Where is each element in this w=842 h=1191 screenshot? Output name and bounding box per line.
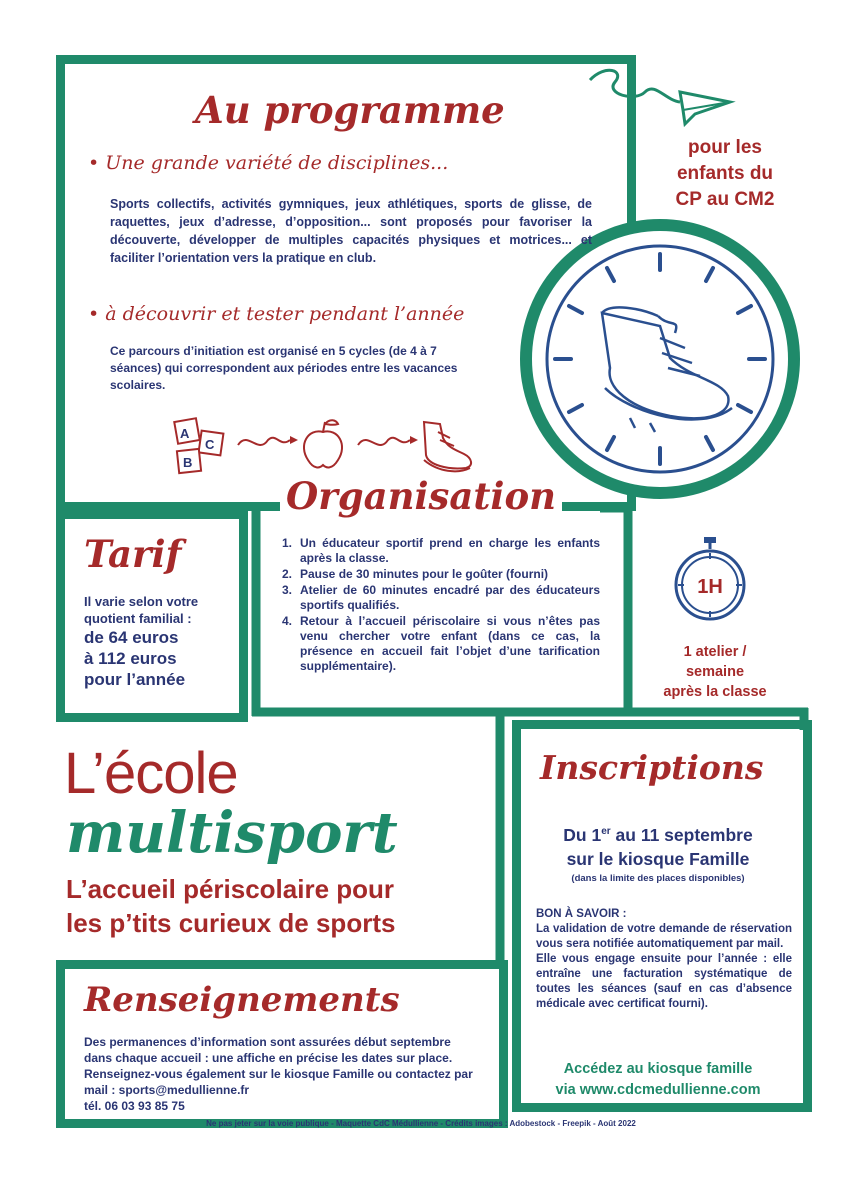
atelier-line3: après la classe	[663, 684, 767, 700]
block-letter-c: C	[205, 437, 215, 452]
apple-icon	[304, 420, 342, 467]
tarif-price	[84, 627, 234, 690]
atelier-text	[640, 642, 790, 702]
kiosque-link-line2[interactable]: via www.cdcmedullienne.com	[555, 1082, 761, 1098]
list-item-text: Pause de 30 minutes pour le goûter (fourni)	[300, 567, 549, 581]
tarif-price-line1: de 64 euros	[84, 628, 179, 647]
list-item	[282, 536, 600, 566]
multisport-title: multisport	[66, 800, 398, 866]
footer-credits: Ne pas jeter sur la voie publique - Maquette CdC Médullienne - Crédits images : Adobestock - Freepik - Août 2022	[206, 1119, 636, 1128]
age-range-line1: pour les	[688, 137, 762, 158]
date-sup: er	[601, 826, 611, 837]
list-item-text: Retour à l’accueil périscolaire si vous n’êtes pas venu chercher votre enfant (dans ce cas, la présence en accueil fait l’objet d’une tarification supplémentaire).	[300, 614, 600, 673]
tarif-price-line2: à 112 euros	[84, 649, 177, 668]
bon-a-savoir	[536, 907, 792, 1012]
ecole-tagline	[66, 872, 486, 940]
timer-label: 1H	[697, 576, 723, 598]
progression-illustration	[168, 410, 478, 482]
inscriptions-dates	[522, 820, 794, 871]
list-item	[282, 567, 600, 582]
block-letter-b: B	[183, 455, 193, 470]
age-range-line2: enfants du	[676, 163, 774, 184]
list-item	[282, 614, 600, 674]
programme-bullet-disciplines: • Une grande variété de disciplines...	[88, 152, 449, 174]
renseignements-phone: tél. 06 03 93 85 75	[84, 1099, 185, 1113]
list-item-number: 4.	[282, 614, 293, 628]
list-item-number: 3.	[282, 583, 293, 597]
tarif-intro	[84, 593, 234, 627]
stopwatch-icon	[666, 535, 754, 623]
inscriptions-title: Inscriptions	[540, 748, 764, 787]
tarif-intro-line1: Il varie selon votre	[84, 594, 199, 609]
bon-a-savoir-text1: La validation de votre demande de réservation vous sera notifiée automatiquement par mail.	[536, 923, 792, 950]
programme-paragraph-parcours: Ce parcours d’initiation est organisé en 5 cycles (de 4 à 7 séances) qui correspondent aux périodes entre les vacances scolaires.	[110, 344, 458, 392]
renseignements-paragraph: Des permanences d’information sont assurées début septembre dans chaque accueil : une affiche en précise les dates sur place. Renseignez-vous également sur le kiosque Famille ou contactez par mail : sports@medullienne.fr	[84, 1035, 473, 1097]
list-item-number: 2.	[282, 567, 293, 581]
list-item	[282, 583, 600, 613]
ecole-tagline-line1: L’accueil périscolaire pour	[66, 874, 395, 904]
ecole-title: L’école	[64, 741, 238, 806]
renseignements-text	[84, 1034, 476, 1114]
date-prefix: Du 1	[563, 824, 602, 845]
programme-paragraph-disciplines: Sports collectifs, activités gymniques, jeux athlétiques, sports de glisse, de raquettes, jeux d’adresse, d’opposition... sont proposés pour favoriser la découverte, développer de multiples capacités physiques et motrices... et faciliter l’orientation vers la pratique en club.	[110, 197, 592, 265]
atelier-line1: 1 atelier /	[683, 644, 747, 660]
age-range-line3: CP au CM2	[675, 189, 775, 210]
paper-plane-icon	[585, 62, 745, 132]
tarif-intro-line2: quotient familial :	[84, 611, 192, 626]
organisation-title: Organisation	[280, 474, 562, 518]
bon-a-savoir-title: BON À SAVOIR :	[536, 908, 627, 920]
atelier-line2: semaine	[685, 664, 745, 680]
programme-bullet-decouvrir: • à découvrir et tester pendant l’année	[88, 303, 465, 325]
date-suffix: au 11 septembre	[610, 824, 753, 845]
list-item-text: Un éducateur sportif prend en charge les enfants après la classe.	[300, 536, 600, 565]
inscriptions-date-line	[522, 820, 794, 847]
arrow-icon-2	[358, 438, 410, 445]
tarif-title: Tarif	[84, 532, 182, 576]
kiosque-link[interactable]	[522, 1059, 794, 1101]
ecole-tagline-line2: les p’tits curieux de sports	[66, 908, 396, 938]
kiosque-link-line1: Accédez au kiosque famille	[563, 1061, 753, 1077]
renseignements-title: Renseignements	[84, 980, 400, 1020]
arrow-icon	[238, 438, 290, 445]
inscriptions-kiosque-line: sur le kiosque Famille	[566, 848, 750, 869]
organisation-list	[282, 536, 600, 675]
age-range-text	[640, 135, 810, 213]
list-item-number: 1.	[282, 536, 293, 550]
list-item-text: Atelier de 60 minutes encadré par des éducateurs sportifs qualifiés.	[300, 583, 600, 612]
inscriptions-limite: (dans la limite des places disponibles)	[571, 873, 745, 884]
block-letter-a: A	[180, 426, 190, 441]
bon-a-savoir-text2: Elle vous engage ensuite pour l’année : elle entraîne une facturation systématique de toutes les séances (sauf en cas d’absence médicale avec certificat fourni).	[536, 953, 792, 1010]
programme-title: Au programme	[195, 88, 505, 132]
tarif-price-line3: pour l’année	[84, 670, 186, 689]
shoe-icon	[424, 422, 471, 471]
